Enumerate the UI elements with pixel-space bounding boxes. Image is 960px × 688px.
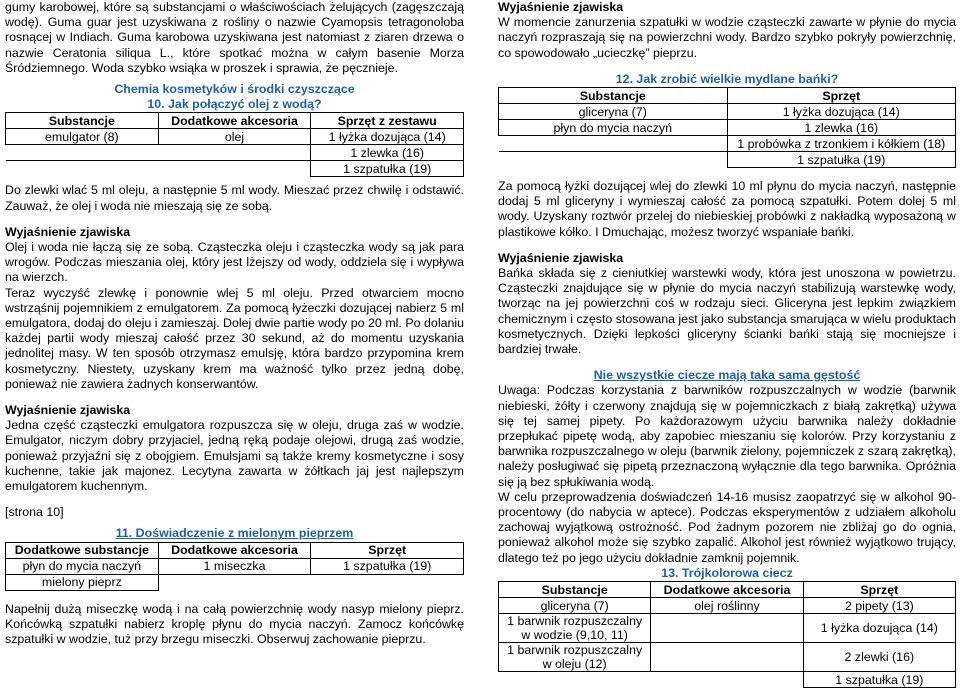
page-reference: [strona 10]: [5, 505, 64, 520]
table-cell: 1 zlewka (16): [727, 120, 956, 136]
table-row: [6, 129, 464, 145]
table-header: Sprzęt: [727, 88, 956, 104]
table-cell: 2 zlewki (16): [803, 643, 955, 672]
table-cell: płyn do mycia naczyń: [499, 120, 728, 136]
explanation-heading: Wyjaśnienie zjawiska: [5, 224, 131, 239]
table-row: [499, 643, 956, 672]
table-cell: [158, 145, 311, 161]
table-cell: [158, 574, 311, 590]
right-column: [498, 0, 956, 688]
table-header: Substancje: [499, 582, 651, 598]
table-row: [499, 614, 956, 643]
table-header: Substancje: [6, 113, 159, 129]
table-cell: 1 miseczka: [158, 558, 311, 574]
table-cell: [6, 161, 159, 177]
table-cell: [651, 643, 803, 672]
table-cell: 1 szpatułka (19): [803, 672, 955, 688]
table-cell: 1 łyżka dozująca (14): [727, 104, 956, 120]
table-cell: [499, 152, 728, 168]
table-cell: emulgator (8): [6, 129, 159, 145]
experiment-11-table: [5, 542, 464, 591]
table-header: Dodatkowe substancje: [6, 542, 159, 558]
table-cell: [651, 672, 803, 688]
table-cell: [499, 672, 651, 688]
table-cell: 2 pipety (13): [803, 598, 955, 614]
table-row: [499, 152, 956, 168]
explanation-heading: Wyjaśnienie zjawiska: [498, 0, 624, 14]
experiment-11-instructions: Napełnij dużą miseczkę wodą i na całą powierzchnię wody nasyp mielony pieprz. Końcówką szpatułki nabierz kroplę płynu do mycia naczyń. Zamocz końcówkę szpatułki w wodzie, tuż przy brzegu miseczki. Obserwuj zachowanie pieprzu.: [5, 601, 464, 647]
table-cell: 1 szpatułka (19): [311, 161, 464, 177]
table-cell: [651, 614, 803, 643]
table-cell: [6, 145, 159, 161]
table-cell: [158, 161, 311, 177]
left-column: [5, 0, 464, 647]
experiment-10-table: [5, 112, 464, 177]
table-cell: 1 zlewka (16): [311, 145, 464, 161]
table-cell: mielony pieprz: [6, 574, 159, 590]
experiment-11-explanation: W momencie zanurzenia szpatułki w wodzie cząsteczki zawarte w płynie do mycia naczyń rozpraszają się na powierzchni wody. Bardzo szybko pokryły powierzchnię, co spowodowało „ucieczkę” pieprzu.: [498, 15, 956, 60]
experiment-12-explanation: Bańka składa się z cieniutkiej warstewki wody, która jest unoszona w powietrzu. Cząsteczki znajdujące się w płynie do mycia naczyń stabilizują warstewkę wody, tworząc na jej powierzchni coś w rodzaju sieci. Gliceryna jest lepkim związkiem chemicznym i często stosowana jest jako substancja smarująca w wielu produktach kosmetycznych. Dzięki lepkości gliceryny ścianki bańki stają się mocniejsze i bardziej trwałe.: [498, 266, 956, 357]
table-cell: 1 barwnik rozpuszczalny w wodzie (9,10, 11): [499, 614, 651, 643]
table-header: Dodatkowe akcesoria: [158, 113, 311, 129]
section-title: Chemia kosmetyków i środki czyszczące: [114, 82, 355, 97]
experiment-10-continuation: Teraz wyczyść zlewkę i ponownie wlej 5 ml oleju. Przed otwarciem mocno wstrząśnij pojemnikiem z emulgatorem. Za pomocą łyżeczki dozującej nabierz 5 ml emulgatora, dodaj do oleju i zamieszaj. Dolej dwie partie wody po 20 ml. Po dolaniu każdej partii wody mieszaj całość przez 30 sekund, aż do momentu uzyskania jednolitej masy. W ten sposób otrzymasz emulsję, która bardzo przypomina krem kosmetyczny. Niestety, uzyskany krem ma ważność tylko przez jedną dobę, ponieważ nie zawiera żadnych konserwantów.: [5, 285, 464, 391]
table-row: [6, 145, 464, 161]
experiment-10-explanation: Olej i woda nie łączą się ze sobą. Cząsteczka oleju i cząsteczka wody są jak para wrogów. Podczas mieszania olej, który jest lżejszy od wody, oddziela się i wypływa na wierzch.: [5, 240, 464, 285]
experiment-12-table: [498, 87, 956, 168]
table-row: [499, 104, 956, 120]
table-header: Substancje: [499, 88, 728, 104]
experiment-12-title: 12. Jak zrobić wielkie mydlane bańki?: [615, 71, 839, 86]
table-cell: olej: [158, 129, 311, 145]
experiment-10-explanation-2: Jedna część cząsteczki emulgatora rozpuszcza się w oleju, druga zaś w wodzie. Emulgator, niczym dobry przyjaciel, jedną ręką podaje olejowi, drugą zaś wodzie, ponieważ przyjaźni się z obojgiem. Emulsjami są także kremy kosmetyczne i sosy kuchenne, takie jak majonez. Lecytyna zawarta w żółtkach jaj jest najlepszym emulgatorem kuchennym.: [5, 418, 464, 494]
table-header: Sprzęt: [311, 542, 464, 558]
experiment-10-instructions: Do zlewki wlać 5 ml oleju, a następnie 5 ml wody. Mieszać przez chwilę i odstawić. Zauważ, że olej i woda nie mieszają się ze sobą.: [5, 183, 464, 213]
table-cell: 1 probówka z trzonkiem i kółkiem (18): [727, 136, 956, 152]
table-cell: 1 łyżka dozująca (14): [311, 129, 464, 145]
table-cell: 1 barwnik rozpuszczalny w oleju (12): [499, 643, 651, 672]
table-cell: [499, 136, 728, 152]
table-row: [6, 558, 464, 574]
table-header: Sprzęt: [803, 582, 955, 598]
table-row: [6, 161, 464, 177]
alcohol-warning-paragraph: W celu przeprowadzenia doświadczeń 14-16 musisz zaopatrzyć się w alkohol 90-procentowy (do nabycia w aptece). Podczas eksperymentów z udziałem alkoholu zachowaj wyjątkową ostrożność. Pod żadnym pozorem nie zbliżaj go do ognia, ponieważ alkohol może się szybko zapalić. Alkohol jest również wyjątkowo trujący, dlatego też po jego użyciu dokładnie zamknij pojemnik.: [498, 489, 956, 565]
table-cell: 1 szpatułka (19): [311, 558, 464, 574]
table-header: Sprzęt z zestawu: [311, 113, 464, 129]
intro-paragraph: gumy karobowej, które są substancjami o właściwościach żelujących (zagęszczają wodę). Guma guar jest uzyskiwana z rośliny o nazwie Cyamopsis tetragonoloba rosnącej w Indiach. Guma karobowa uzyskiwana jest natomiast z ziaren drzewa o nazwie Ceratonia siliqua L., które spotkać można w całym basenie Morza Śródziemnego. Woda szybko wsiąka w proszek i sprawia, że pęcznieje.: [5, 0, 464, 75]
table-row: [499, 120, 956, 136]
table-header: Dodatkowe akcesoria: [158, 542, 311, 558]
table-cell: [311, 574, 464, 590]
table-header: Dodatkowe akcesoria: [651, 582, 803, 598]
table-cell: płyn do mycia naczyń: [6, 558, 159, 574]
experiment-13-title: 13. Trójkolorowa ciecz: [661, 565, 793, 580]
table-row: [6, 574, 464, 590]
dye-warning-paragraph: Uwaga: Podczas korzystania z barwników rozpuszczalnych w wodzie (barwnik niebieski, żółty i czerwony znajdują się w pojemniczkach z białą zakrętką) używa się tej samej pipety. Po każdorazowym użyciu barwnika należy dokładnie przepłukać pipetę wodą, aby zapobiec mieszaniu się kolorów. Przy korzystaniu z barwnika rozpuszczalnego w oleju (barwnik zielony, pojemniczek z szarą zakrętką), należy posługiwać się pipetą przeznaczoną wyłącznie dla tego barwnika. Opróżnia się ją bez spłukiwania wodą.: [498, 383, 956, 489]
table-row: [499, 672, 956, 688]
table-cell: gliceryna (7): [499, 104, 728, 120]
experiment-10-title: 10. Jak połączyć olej z wodą?: [147, 97, 322, 112]
table-cell: olej roślinny: [651, 598, 803, 614]
explanation-heading: Wyjaśnienie zjawiska: [5, 403, 131, 418]
table-cell: gliceryna (7): [499, 598, 651, 614]
experiment-11-title: 11. Doświadczenie z mielonym pieprzem: [115, 526, 354, 541]
experiment-12-instructions: Za pomocą łyżki dozującej wlej do zlewki 10 ml płynu do mycia naczyń, następnie dodaj 5 ml gliceryny i wymieszaj całość za pomocą szpatułki. Potem dolej 5 ml wody. Uzyskany roztwór przelej do niebieskiej probówki z nakładką wyposażoną w plastikowe kółko. I Dmuchając, możesz tworzyć wspaniałe bańki.: [498, 179, 956, 239]
table-cell: 1 szpatułka (19): [727, 152, 956, 168]
table-row: [499, 598, 956, 614]
density-section-title: Nie wszystkie ciecze mają taka sama gęstość: [593, 368, 861, 383]
table-cell: 1 łyżka dozująca (14): [803, 614, 955, 643]
explanation-heading: Wyjaśnienie zjawiska: [498, 250, 624, 265]
experiment-13-table: [498, 581, 956, 688]
table-row: [499, 136, 956, 152]
